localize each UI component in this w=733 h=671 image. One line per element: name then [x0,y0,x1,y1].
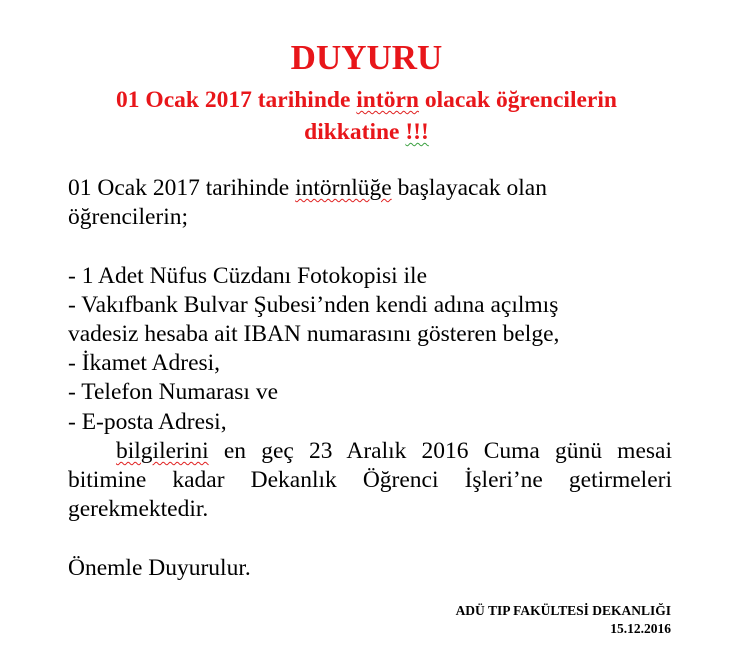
closing-line-1 [68,437,672,466]
list-item: - İkamet Adresi, [68,350,221,377]
subtitle-flagged-word: intörn [356,87,419,113]
paragraph-gap [68,524,678,553]
intro-flagged-word: intörnlüğe [295,175,392,201]
intro-text-start: 01 Ocak 2017 tarihinde [68,175,296,201]
title-text: DUYURU [290,38,443,77]
closing-text: en geç 23 Aralık 2016 Cuma günü mesai [208,437,672,464]
subtitle-text-start: 01 Ocak 2017 tarihinde [116,87,357,113]
announcement-subtitle [30,84,703,148]
list-item: - 1 Adet Nüfus Cüzdanı Fotokopisi ile [68,262,428,289]
list-item: - Vakıfbank Bulvar Şubesi’nden kendi adına açılmış [68,291,559,318]
subtitle-text-end: olacak öğrencilerin [418,87,617,113]
closing-indent [68,438,116,464]
subtitle-line-1 [30,84,703,116]
signature-date: 15.12.2016 [610,621,671,636]
list-item: - E-posta Adresi, [68,408,227,435]
intro-text-end: başlayacak olan [391,175,547,201]
subtitle-line-2 [30,116,703,148]
sign-off: Önemle Duyurulur. [68,554,251,581]
announcement-body [68,174,678,583]
subtitle-exclamations: !!! [405,119,429,145]
closing-line-2: bitimine kadar Dekanlık Öğrenci İşleri’ne getirmeleri [68,467,672,494]
intro-line-2: öğrencilerin; [68,204,189,231]
closing-flagged-word: bilgilerini [116,437,209,464]
announcement-title [0,38,733,78]
intro-line-1 [68,174,678,203]
list-item: vadesiz hesaba ait IBAN numarasını gösteren belge, [68,321,560,347]
closing-line-3: gerekmektedir. [68,496,209,523]
list-item: - Telefon Numarası ve [68,379,278,406]
signature-block [456,602,671,638]
subtitle-line2-text: dikkatine [304,119,406,145]
paragraph-gap [68,232,678,261]
signature-organization: ADÜ TIP FAKÜLTESİ DEKANLIĞI [455,603,671,618]
